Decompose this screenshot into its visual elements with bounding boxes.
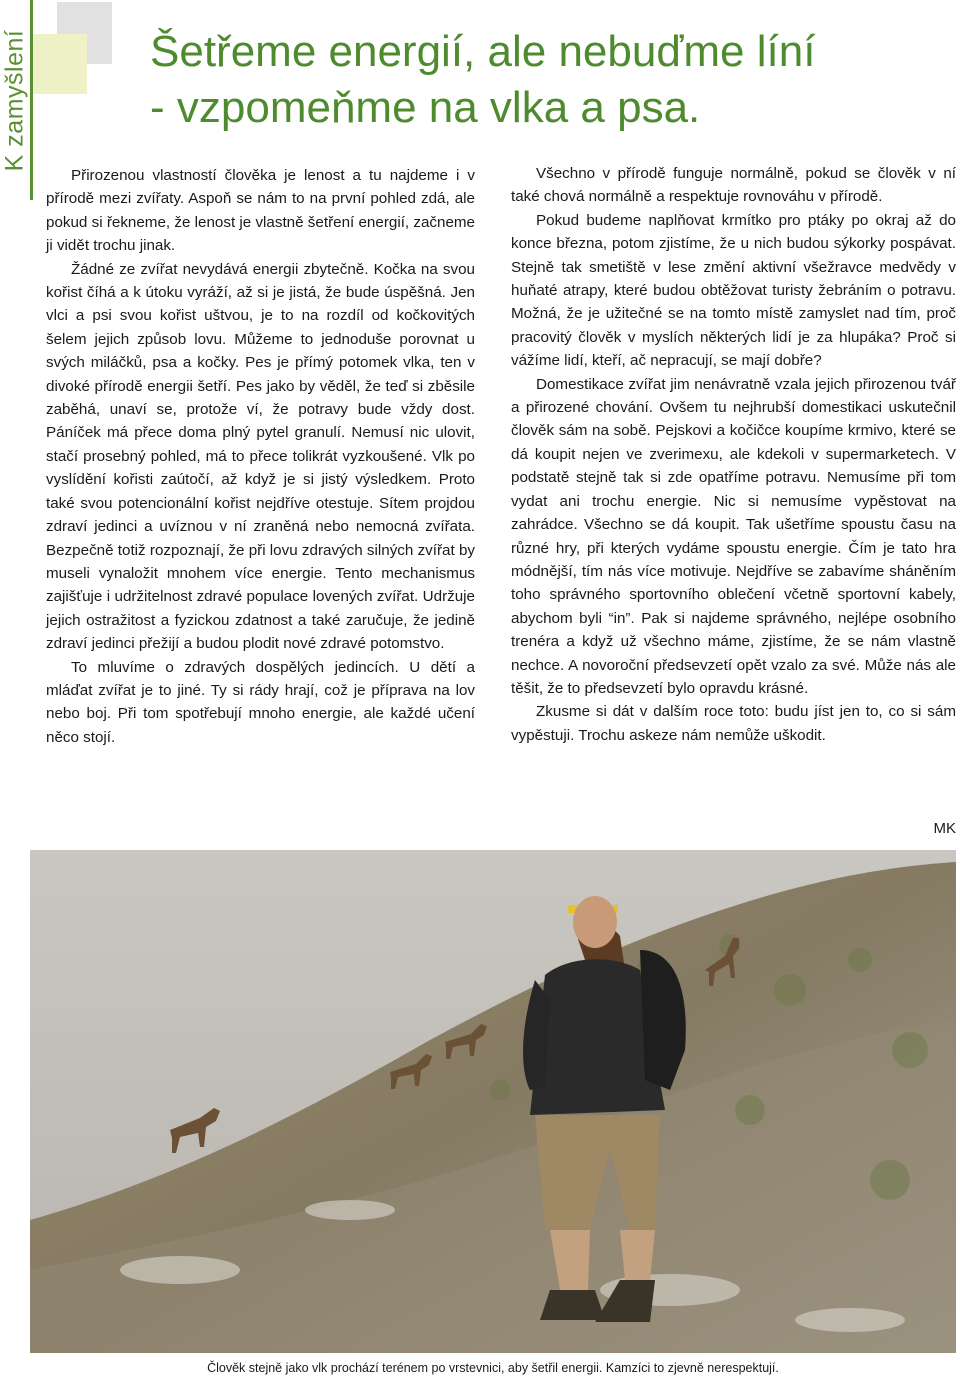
section-label-text: K zamyšlení [0,29,29,171]
photo-caption: Člověk stejně jako vlk prochází terénem po vrstevnici, aby šetřil energii. Kamzíci to zjevně nerespektují. [207,1361,779,1375]
paragraph: To mluvíme o zdravých dospělých jedincích. U dětí a mláďat zvířat je to jiné. Ty si rády hrají, což je příprava na lov nebo boj. Při tom spotřebují mnoho energie, ale každé učení něco stojí. [46,658,475,746]
left-text-column [46,164,475,749]
paragraph: Domestikace zvířat jim nenávratně vzala jejich přirozenou tvář a přirozené chování. Ovšem tu nejhrubší domestikaci uskutečnil člověk sám na sobě. Pejskovi a kočičce koupíme krmivo, které se dá koupit nejen ve zverimexu, ale kdekoli v supermarketech. V podstatě stejně tak si zde opatříme potravu. Nemusíme při tom vydat ani trochu energie. Nic si nemusíme vypěstovat na zahrádce. Všechno se dá koupit. Tak ušetříme spoustu času na různé hry, při kterých vydáme spoustu energie. Čím je tato hra módnější, tím nás více motivuje. Nejdříve se zabavíme sháněním toho správného sportovního oblečení včetně sportovní kabely, abychom byli “in”. Pak si najdeme správného, nejlépe osobního trenéra a když už všechno máme, zjistíme, že se nám vlastně nechce. A novoroční předsevzetí opět vzalo za své. Může nás ale těšit, že to předsevzetí bylo opravdu krásné. [511,375,956,697]
decorative-yellow-square [30,34,87,94]
article-title-line-1: Šetřeme energií, ale nebuďme líní [150,27,816,76]
paragraph: Zkusme si dát v dalším roce toto: budu jíst jen to, co si sám vypěstuji. Trochu askeze nám nemůže uškodit. [511,703,956,744]
section-label [0,0,30,200]
article-title [150,24,940,136]
paragraph: Pokud budeme naplňovat krmítko pro ptáky po okraj až do konce března, potom zjistíme, že u nich budou sýkorky pospávat. Stejně tak smetiště v lese změní aktivní všežravce medvědy v huňaté atrapy, které budou obtěžovat turisty žebráním o potravu. Možná, že je užitečné se na tomto místě zamyslet nad tím, proč pracovitý člověk v myslích některých lidí je za hlupáka? Proč si vážíme lidí, kteří, ač nepracují, se mají dobře? [511,211,956,370]
author-signature: MK [933,820,956,837]
mountain-photo-icon [30,850,956,1353]
section-divider-rule [30,0,33,200]
paragraph: Přirozenou vlastností člověka je lenost a tu najdeme i v přírodě mezi zvířaty. Aspoň se nám to na první pohled zdá, ale pokud si řekneme, že lenost je vlastně šetření energií, začneme ji vidět trochu jinak. [46,167,475,255]
right-text-column [511,162,956,747]
paragraph: Žádné ze zvířat nevydává energii zbytečně. Kočka na svou kořist číhá a k útoku vyráží, až si je jistá, že bude úspěšná. Jen vlci a psi svou kořist uštvou, je to na rozdíl od kočkovitých šelem jejich způsob lovu. Můžeme to jednoduše porovnat u svých miláčků, psa a kočky. Pes je přímý potomek vlka, ten v divoké přírodě energii šetří. Pes jako by věděl, že teď si zběsile zaběhá, unaví se, protože ví, že potravy bude vždy dost. Páníček má přece doma plný pytel granulí. Nemusí nic ulovit, stačí prosebný pohled, má to přece tolikrát vyzkoušené. Vlk po vyslídění kořisti zaútočí, až když je si jistý výsledkem. Proto také svou potencionální kořist nejdříve otestuje. Sítem projdou zdraví jedinci a uvíznou v ní zraněná nebo nemocná zvířata. Bezpečně totiž rozpoznají, že při lovu zdravých silných zvířat by museli vynaložit mnohem více energie. Tento mechanismus zajišťuje i udržitelnost zdravé populace lovených zvířat. Udržuje jejich ostražitost a fyzickou zdatnost a také zaručuje, že jedině zdraví jedinci přežijí a budou plodit nové zdravé potomstvo. [46,260,475,653]
article-title-line-2: - vzpomeňme na vlka a psa. [150,83,701,132]
paragraph: Všechno v přírodě funguje normálně, pokud se člověk v ní také chová normálně a respektuje rovnováhu v přírodě. [511,165,956,206]
